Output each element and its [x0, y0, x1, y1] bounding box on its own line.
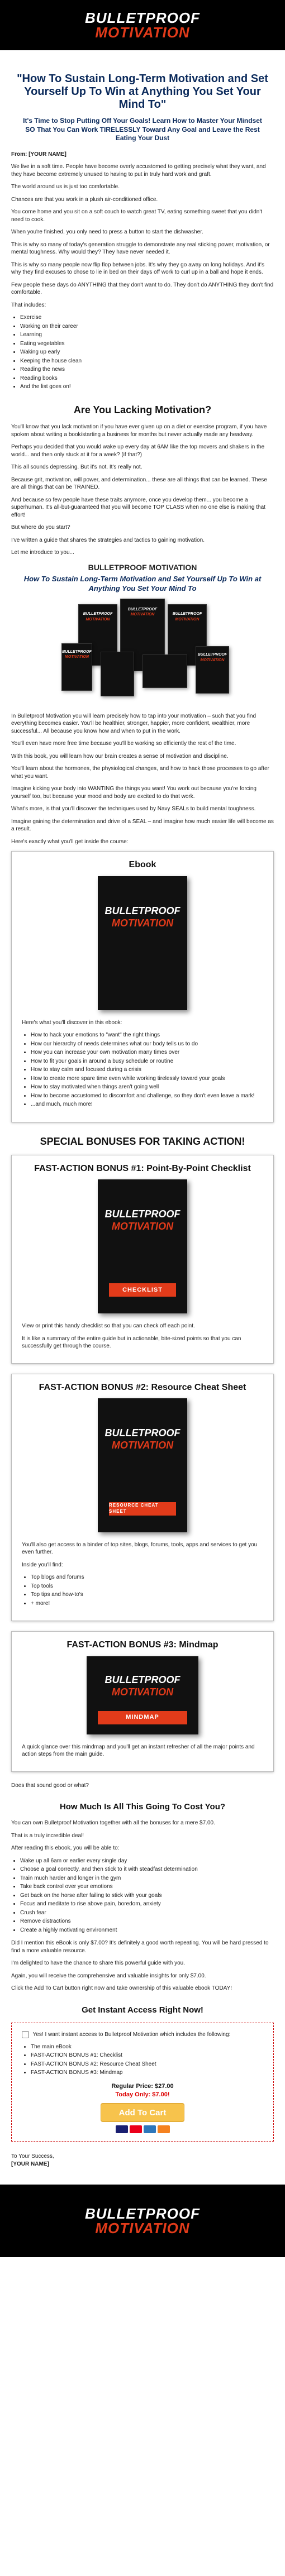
list-item: • Create a highly motivating environment — [20, 1927, 274, 1934]
list-item: • Learning — [20, 331, 274, 339]
paragraph: Click the Add To Cart button right now and take ownership of this valuable ebook TODAY! — [11, 1985, 232, 1992]
paragraph: Let me introduce to you... — [11, 549, 74, 556]
list-item: • Top tips and how-to's — [31, 1591, 263, 1599]
add-to-cart-button[interactable]: Add To Cart — [101, 2103, 184, 2122]
bonus-1-title: FAST-ACTION BONUS #1: Point-By-Point Checklist — [34, 1163, 251, 1173]
offer-paragraphs — [11, 1819, 274, 1852]
checklist-cover-image: BULLETPROOF MOTIVATION CHECKLIST — [98, 1179, 187, 1313]
list-item: • Working on their career — [20, 323, 274, 331]
bonus-1-text2: It is like a summary of the entire guide but in actionable, bite-sized points so that you can successfully get through the course. — [22, 1335, 241, 1350]
paragraph: But where do you start? — [11, 524, 70, 531]
order-title: Get Instant Access Right Now! — [82, 2005, 203, 2015]
list-item: • How to create more spare time even while working tirelessly toward your goals — [31, 1075, 263, 1083]
ebook-list — [31, 1031, 263, 1108]
bonus-2-text: You'll also get access to a binder of top sites, blogs, forums, tools, apps and services to get you even further. — [22, 1541, 258, 1556]
paragraph: Perhaps you decided that you would wake up every day at 6AM like the top movers and shakers in the world... and then only stuck at it for a week? (if that?) — [11, 444, 265, 458]
signoff — [11, 2153, 274, 2168]
order-checkbox-row[interactable] — [22, 2031, 263, 2039]
ebook-title: Ebook — [129, 860, 156, 870]
footer-logo: BULLETPROOF MOTIVATION — [85, 2205, 200, 2237]
list-item: • Waking up early — [20, 348, 274, 356]
list-item: • Focus and meditate to rise above pain, boredom, anxiety — [20, 1900, 274, 1908]
paragraph: The world around us is just too comfortable. — [11, 184, 120, 190]
intro-list — [20, 314, 274, 391]
bonus-1-text: View or print this handy checklist so that you can check off each point. — [22, 1323, 195, 1330]
ebook-card — [11, 851, 274, 1122]
paragraph: You'll know that you lack motivation if you have ever given up on a diet or exercise program, if you have spoken about writing a book/starting a business for months but never actually made any headway. — [11, 424, 267, 438]
list-item: • + more! — [31, 1600, 263, 1608]
paragraph: Again, you will receive the comprehensive and valuable insights for only $7.00. — [11, 1972, 206, 1979]
regular-price: Regular Price: $27.00 — [111, 2082, 174, 2090]
list-item: • Exercise — [20, 314, 274, 322]
list-item: • The main eBook — [31, 2043, 263, 2051]
bonus-3-title: FAST-ACTION BONUS #3: Mindmap — [66, 1640, 218, 1650]
main-content — [11, 73, 274, 2168]
order-box — [11, 2023, 274, 2142]
bonus-card-2 — [11, 1374, 274, 1622]
list-item: • Choose a goal correctly, and then stick to it with steadfast determination — [20, 1866, 274, 1874]
paragraph: Imagine kicking your body into WANTING the things you want! You work out because you're forcing yourself too, but because your mood and body are excited to do that work. — [11, 786, 256, 800]
paragraph: I've written a guide that shares the strategies and tactics to gaining motivation. — [11, 537, 205, 543]
mastercard-icon — [130, 2125, 142, 2133]
paragraph: You can own Bulletproof Motivation together with all the bonuses for a mere $7.00. — [11, 1820, 215, 1827]
list-item: • How to become accustomed to discomfort and challenge, so they don't even leave a mark! — [31, 1092, 263, 1100]
list-item: • Remove distractions — [20, 1918, 274, 1925]
paragraph: After reading this ebook, you will be able to: — [11, 1845, 120, 1852]
paragraph: We live in a soft time. People have become overly accustomed to getting precisely what they want, and they have become extremely unused to having to put in truly hard work and graft. — [11, 164, 266, 178]
order-items-list — [31, 2043, 263, 2077]
paragraph: Here's exactly what you'll get inside the course: — [11, 838, 129, 845]
bonus-card-3 — [11, 1631, 274, 1771]
signoff-line-1: To Your Success, — [11, 2153, 54, 2160]
signoff-name: [YOUR NAME] — [11, 2161, 49, 2167]
list-item: • Wake up all 6am or earlier every single day — [20, 1857, 274, 1865]
list-item: • FAST-ACTION BONUS #1: Checklist — [31, 2052, 263, 2059]
list-item: • Reading books — [20, 375, 274, 383]
order-checkbox-label: Yes! I want instant access to Bulletproof Motivation which includes the following: — [32, 2032, 231, 2038]
list-item: • Take back control over your emotions — [20, 1883, 274, 1891]
list-item: • Train much harder and longer in the gym — [20, 1875, 274, 1882]
list-item: • Keeping the house clean — [20, 357, 274, 365]
offer-title: How Much Is All This Going To Cost You? — [59, 1802, 226, 1812]
product-paragraphs — [11, 713, 274, 846]
footer-banner — [0, 2185, 285, 2257]
paragraph: In Bulletproof Motivation you will learn precisely how to tap into your motivation – such that you find everything becomes easier. You'll be healthier, stronger, happier, more confident, wealthier, more successful... All because you know how and when to put in the work. — [11, 713, 256, 734]
order-checkbox[interactable] — [22, 2031, 29, 2038]
paragraph: And because so few people have these traits anymore, once you develop them... you become a superhuman. It's all-but-guaranteed that you will become TOP CLASS when no one else is making that effort! — [11, 496, 265, 518]
visa-icon — [116, 2125, 128, 2133]
product-subtitle: How To Sustain Long-Term Motivation and Set Yourself Up To Win at Anything You Set Your Mind To — [23, 575, 262, 592]
lacking-title: Are You Lacking Motivation? — [73, 404, 212, 415]
list-item: • ...and much, much more! — [31, 1101, 263, 1108]
paragraph: When you're finished, you only need to press a button to start the dishwasher. — [11, 229, 203, 236]
header-banner — [0, 0, 285, 50]
amex-icon — [144, 2125, 156, 2133]
payment-cards — [22, 2125, 263, 2133]
today-price: Today Only: $7.00! — [115, 2091, 170, 2098]
list-item: • Eating vegetables — [20, 340, 274, 348]
paragraph: This all sounds depressing. But it's not. It's really not. — [11, 464, 142, 471]
list-item: • How to stay calm and focused during a crisis — [31, 1066, 263, 1074]
paragraph: With this book, you will learn how our brain creates a sense of motivation and discipline. — [11, 753, 229, 759]
discover-icon — [158, 2125, 170, 2133]
mindmap-cover-image: BULLETPROOF MOTIVATION MINDMAP — [87, 1656, 198, 1734]
ebook-cover-image: BULLETPROOF MOTIVATION — [98, 876, 187, 1010]
paragraph: Few people these days do ANYTHING that they don't want to do. They don't do ANYTHING they don't find comfortable. — [11, 281, 274, 296]
bonuses-title: SPECIAL BONUSES FOR TAKING ACTION! — [40, 1135, 245, 1147]
bonus-2-title: FAST-ACTION BONUS #2: Resource Cheat Sheet — [39, 1382, 246, 1392]
list-item: • How our hierarchy of needs determines what our body tells us to do — [31, 1040, 263, 1048]
offer-question: Does that sound good or what? — [11, 1782, 89, 1789]
list-item: • Reading the news — [20, 366, 274, 374]
list-item: • Get back on the horse after failing to stick with your goals — [20, 1892, 274, 1900]
paragraph: Chances are that you work in a plush air-conditioned office. — [11, 196, 158, 203]
offer-paragraphs-2 — [11, 1939, 274, 1992]
paragraph: This is why so many of today's generation struggle to demonstrate any real sticking power, motivation, or mental toughness. Why would they? They have never needed it. — [11, 241, 270, 256]
list-item: • And the list goes on! — [20, 383, 274, 391]
list-item: • How you can increase your own motivation many times over — [31, 1049, 263, 1057]
cheat-sheet-cover-image: BULLETPROOF MOTIVATION RESOURCE CHEAT SHEET — [98, 1398, 187, 1532]
list-item: • FAST-ACTION BONUS #3: Mindmap — [31, 2069, 263, 2077]
from-line: From: [YOUR NAME] — [11, 151, 66, 157]
list-item: • How to hack your emotions to "want" the right things — [31, 1031, 263, 1039]
paragraph: Imagine gaining the determination and drive of a SEAL – and imagine how much easier life will become as a result. — [11, 818, 274, 833]
paragraph: You'll even have more free time because you'll be working so efficiently the rest of the time. — [11, 740, 236, 747]
intro-paragraphs — [11, 163, 274, 309]
bonus-2-list — [31, 1574, 263, 1607]
product-title: BULLETPROOF MOTIVATION — [88, 562, 197, 572]
paragraph: That includes: — [11, 302, 46, 308]
paragraph: You come home and you sit on a soft couch to watch great TV, eating something sweet that you didn't need to cook. — [11, 209, 263, 223]
paragraph: Because grit, motivation, will power, and determination... these are all things that can be learned. These are all things that can be TRAINED. — [11, 476, 267, 491]
paragraph: What's more, is that you'll discover the techniques used by Navy SEALs to build mental toughness. — [11, 806, 256, 813]
bonus-3-text: A quick glance over this mindmap and you'll get an instant refresher of all the major points and action steps from the main guide. — [22, 1743, 255, 1758]
list-item: • Top tools — [31, 1583, 263, 1590]
list-item: • FAST-ACTION BONUS #2: Resource Cheat Sheet — [31, 2061, 263, 2068]
lacking-paragraphs — [11, 423, 274, 557]
subheadline: It's Time to Stop Putting Off Your Goals! Learn How to Master Your Mindset SO That You Can Work TIRELESSLY Toward Any Goal and Leave the Rest Eating Your Dust — [23, 117, 262, 142]
list-item: • How to stay motivated when things aren't going well — [31, 1083, 263, 1091]
bonus-2-text2: Inside you'll find: — [22, 1561, 63, 1568]
paragraph: You'll learn about the hormones, the physiological changes, and how to hack those processes to go after what you want. — [11, 766, 269, 780]
ebook-lead: Here's what you'll discover in this ebook: — [22, 1019, 122, 1026]
list-item: • Crush fear — [20, 1909, 274, 1917]
paragraph: I'm delighted to have the chance to share this powerful guide with you. — [11, 1960, 185, 1967]
brand-logo: BULLETPROOF MOTIVATION — [85, 9, 200, 41]
paragraph: Did I mention this eBook is only $7.00? It's definitely a good worth repeating. You will be hard pressed to find a more valuable resource. — [11, 1940, 269, 1954]
list-item: • Top blogs and forums — [31, 1574, 263, 1581]
paragraph: This is why so many people now flip flop between jobs. It's why they go away on long holidays. And it's why they find excuses to chose to lie in bed on their days off work to curl up in a ball and hope it ends. — [11, 261, 264, 276]
headline: "How To Sustain Long-Term Motivation and Set Yourself Up To Win at Anything You Set Your Mind To" — [17, 73, 268, 111]
list-item: • How to fit your goals in around a busy schedule or routine — [31, 1058, 263, 1065]
product-mockup-image: BULLETPROOF MOTIVATION BULLETPROOF MOTIVATION BULLETPROOF MOTIVATION BULLETPROOF MOTIVATION BULLETPROOF MOTIVATION — [11, 599, 274, 705]
offer-list — [20, 1857, 274, 1934]
paragraph: That is a truly incredible deal! — [11, 1832, 84, 1839]
bonus-card-1 — [11, 1155, 274, 1364]
